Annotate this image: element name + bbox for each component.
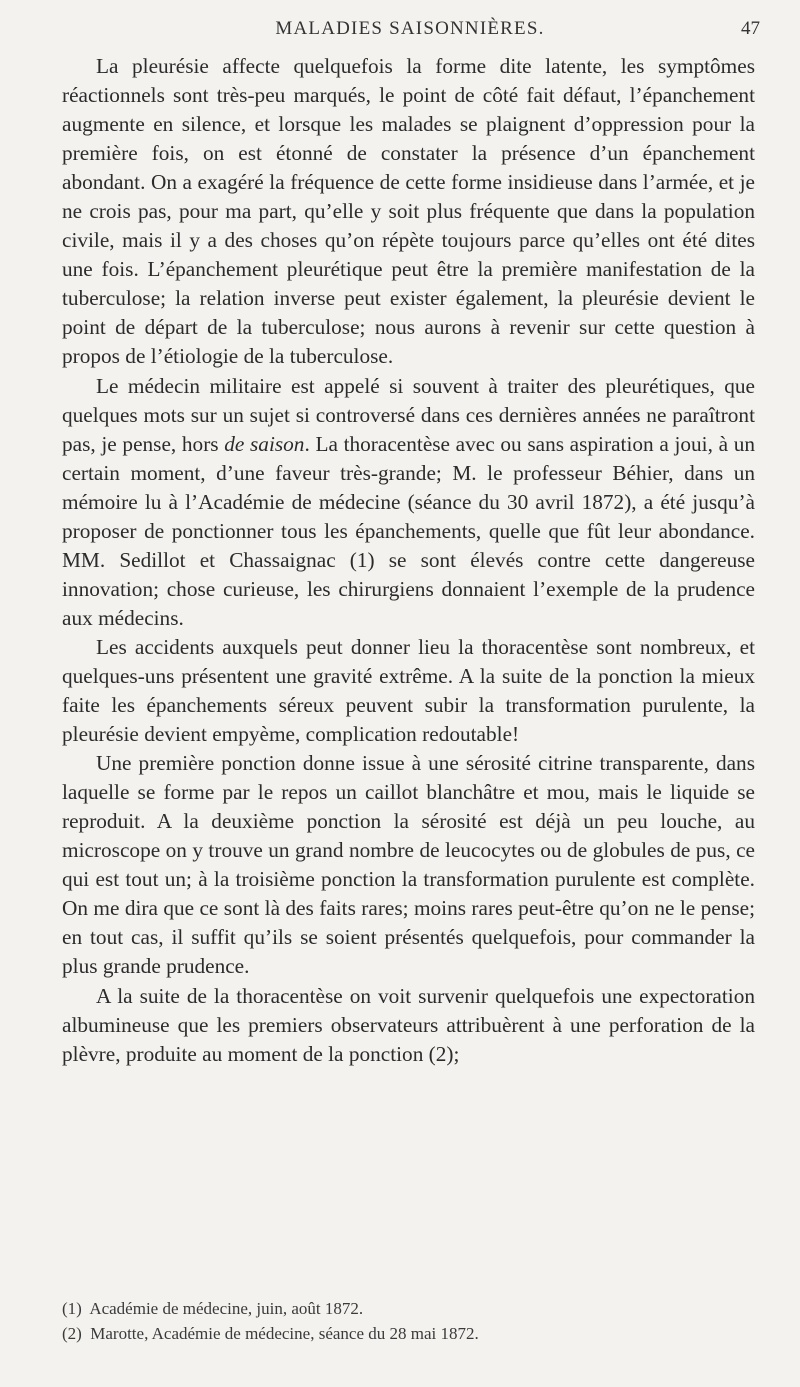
- paragraph-2: [62, 372, 755, 633]
- paragraph-4: Une première ponction donne issue à une sérosité citrine transparente, dans laquelle se forme par le repos un caillot blanchâtre et mou, mais le liquide se reproduit. A la deuxième ponction la sérosité est déjà un peu louche, au microscope on y trouve un grand nombre de leucocytes ou de globules de pus, ce qui est tout un; à la troisième ponction la transformation purulente est complète. On me dira que ce sont là des faits rares; moins rares peut-être qu’on ne le pense; en tout cas, il suffit qu’ils se soient présentés quelquefois, pour commander la plus grande prudence.: [62, 751, 755, 979]
- footnote-2-mark: (2): [62, 1324, 82, 1343]
- page-header: [60, 18, 760, 48]
- paragraph-3: Les accidents auxquels peut donner lieu la thoracentèse sont nombreux, et quelques-uns présentent une gravité extrême. A la suite de la ponction la mieux faite les épanchements séreux peuvent subir la transformation purulente, la pleurésie devient empyème, complication redoutable!: [62, 634, 755, 747]
- page-number: 47: [741, 18, 760, 39]
- paragraph-2-text-b: . La thoracentèse avec ou sans aspiration a joui, à un certain moment, d’une faveur très-grande; M. le professeur Béhier, dans un mémoire lu à l’Académie de médecine (séance du 30 avril 1872), a été jusqu’à proposer de ponctionner tous les épanchements, quelle que fût leur abondance. MM. Sedillot et Chassaignac (1) se sont élevés contre cette dangereuse innovation; chose curieuse, les chirurgiens donnaient l’exemple de la prudence aux médecins.: [62, 431, 755, 630]
- footnotes: [62, 1296, 755, 1346]
- paragraph-1: La pleurésie affecte quelquefois la forme dite latente, les symptômes réactionnels sont très-peu marqués, le point de côté fait défaut, l’épanchement augmente en silence, et lorsque les malades se plaignent d’oppression pour la première fois, on est étonné de constater la présence d’un épanchement abondant. On a exagéré la fréquence de cette forme insidieuse dans l’armée, et je ne crois pas, pour ma part, qu’elle y soit plus fréquente que dans la population civile, mais il y a des choses qu’on répète toujours parce qu’elles ont été dites une fois. L’épanchement pleurétique peut être la première manifestation de la tuberculose; la relation inverse peut exister également, la pleurésie devient le point de départ de la tuberculose; nous aurons à revenir sur cette question à propos de l’étiologie de la tuberculose.: [62, 54, 755, 369]
- italic-phrase: de saison: [224, 431, 305, 456]
- footnote-1-text: Académie de médecine, juin, août 1872.: [89, 1299, 364, 1318]
- body-text: [62, 52, 755, 1069]
- paragraph-5: A la suite de la thoracentèse on voit survenir quelquefois une expectoration albumineuse que les premiers observateurs attribuèrent à une perforation de la plèvre, produite au moment de la ponction (2);: [62, 983, 755, 1066]
- footnote-2: [62, 1321, 755, 1346]
- paragraph-2-text-a: Le médecin militaire est appelé si souvent à traiter des pleurétiques, que quelques mots sur un sujet si controversé dans ces dernières années ne paraîtront pas, je pense, hors: [62, 373, 755, 456]
- footnote-1-mark: (1): [62, 1299, 82, 1318]
- footnote-1: [62, 1296, 755, 1321]
- running-title: MALADIES SAISONNIÈRES.: [275, 18, 545, 39]
- footnote-2-text: Marotte, Académie de médecine, séance du 28 mai 1872.: [90, 1324, 479, 1343]
